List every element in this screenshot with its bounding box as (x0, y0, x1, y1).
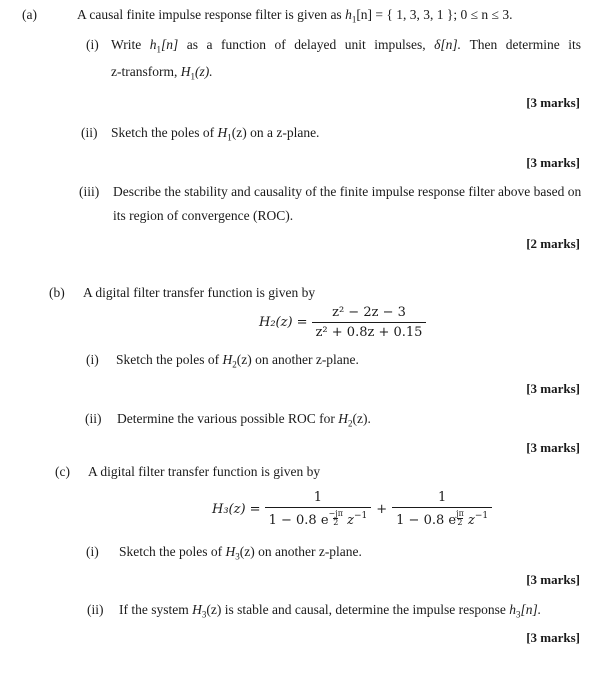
part-a-iii-label: (iii) (79, 184, 100, 199)
part-c-eq-term2 (392, 490, 492, 528)
part-c-eq-term1 (265, 490, 372, 528)
part-c-term1-numerator: 1 (313, 490, 323, 505)
part-c-stem: A digital filter transfer function is given by (88, 464, 321, 479)
part-b-stem: A digital filter transfer function is given by (83, 285, 316, 300)
part-b-i-label: (i) (86, 352, 99, 367)
part-c-i-text: Sketch the poles of $H_3(z)$ on another z-plane. (119, 544, 362, 562)
part-c-term2-denominator: 1 − 0.8 e $\frac{j\pi}{2}$ $z^{-1}$ (392, 507, 492, 528)
part-a-label: (a) (22, 7, 37, 22)
part-a-i-label: (i) (86, 37, 99, 52)
part-b-ii-marks: [3 marks] (526, 440, 580, 455)
part-a-iii-line2: its region of convergence (ROC). (113, 208, 294, 223)
part-c-eq-lhs: H₃(z) = (212, 501, 261, 517)
part-a-ii-text: Sketch the poles of $H_1(z)$ on a z-plane. (111, 125, 320, 143)
part-a-i-marks: [3 marks] (526, 95, 580, 110)
part-c-equation (212, 490, 492, 528)
part-a-stem: A causal finite impulse response filter is given as $h_1[n]$ = { 1, 3, 3, 1 }; 0 ≤ n ≤ 3. (77, 7, 513, 25)
part-c-term1-denominator: 1 − 0.8 e $\frac{-j\pi}{2}$ $z^{-1}$ (265, 507, 372, 528)
part-c-ii-marks: [3 marks] (526, 630, 580, 645)
part-b-equation (259, 305, 426, 340)
part-b-label: (b) (49, 285, 65, 300)
part-b-eq-numerator: z² − 2z − 3 (332, 305, 406, 320)
part-c-plus: + (376, 501, 388, 517)
part-b-eq-fraction (312, 305, 427, 340)
part-b-ii-label: (ii) (85, 411, 102, 426)
part-b-eq-lhs: H₂(z) = (259, 315, 308, 330)
part-a-ii-label: (ii) (81, 125, 98, 140)
part-a-iii-line1: Describe the stability and causality of the finite impulse response filter above based on (113, 184, 582, 199)
part-b-ii-text: Determine the various possible ROC for $H_2(z)$. (117, 411, 371, 429)
part-c-i-marks: [3 marks] (526, 572, 580, 587)
part-a-i-line1: Write $h_1[n]$ as a function of delayed unit impulses, δ[n]. Then determine its (111, 37, 582, 55)
part-b-i-text: Sketch the poles of $H_2(z)$ on another z-plane. (116, 352, 359, 370)
part-c-i-label: (i) (86, 544, 99, 559)
part-a-iii-marks: [2 marks] (526, 236, 580, 251)
part-a-ii-marks: [3 marks] (526, 155, 580, 170)
part-b-eq-denominator: z² + 0.8z + 0.15 (312, 322, 427, 340)
part-c-label: (c) (55, 464, 70, 479)
part-c-ii-text: If the system $H_3(z)$ is stable and causal, determine the impulse response $h_3[n]$. (119, 602, 542, 620)
part-a-i-line2: z-transform, $H_1(z)$. (111, 64, 213, 82)
part-b-i-marks: [3 marks] (526, 381, 580, 396)
part-c-term2-numerator: 1 (438, 490, 447, 505)
part-c-ii-label: (ii) (87, 602, 104, 617)
